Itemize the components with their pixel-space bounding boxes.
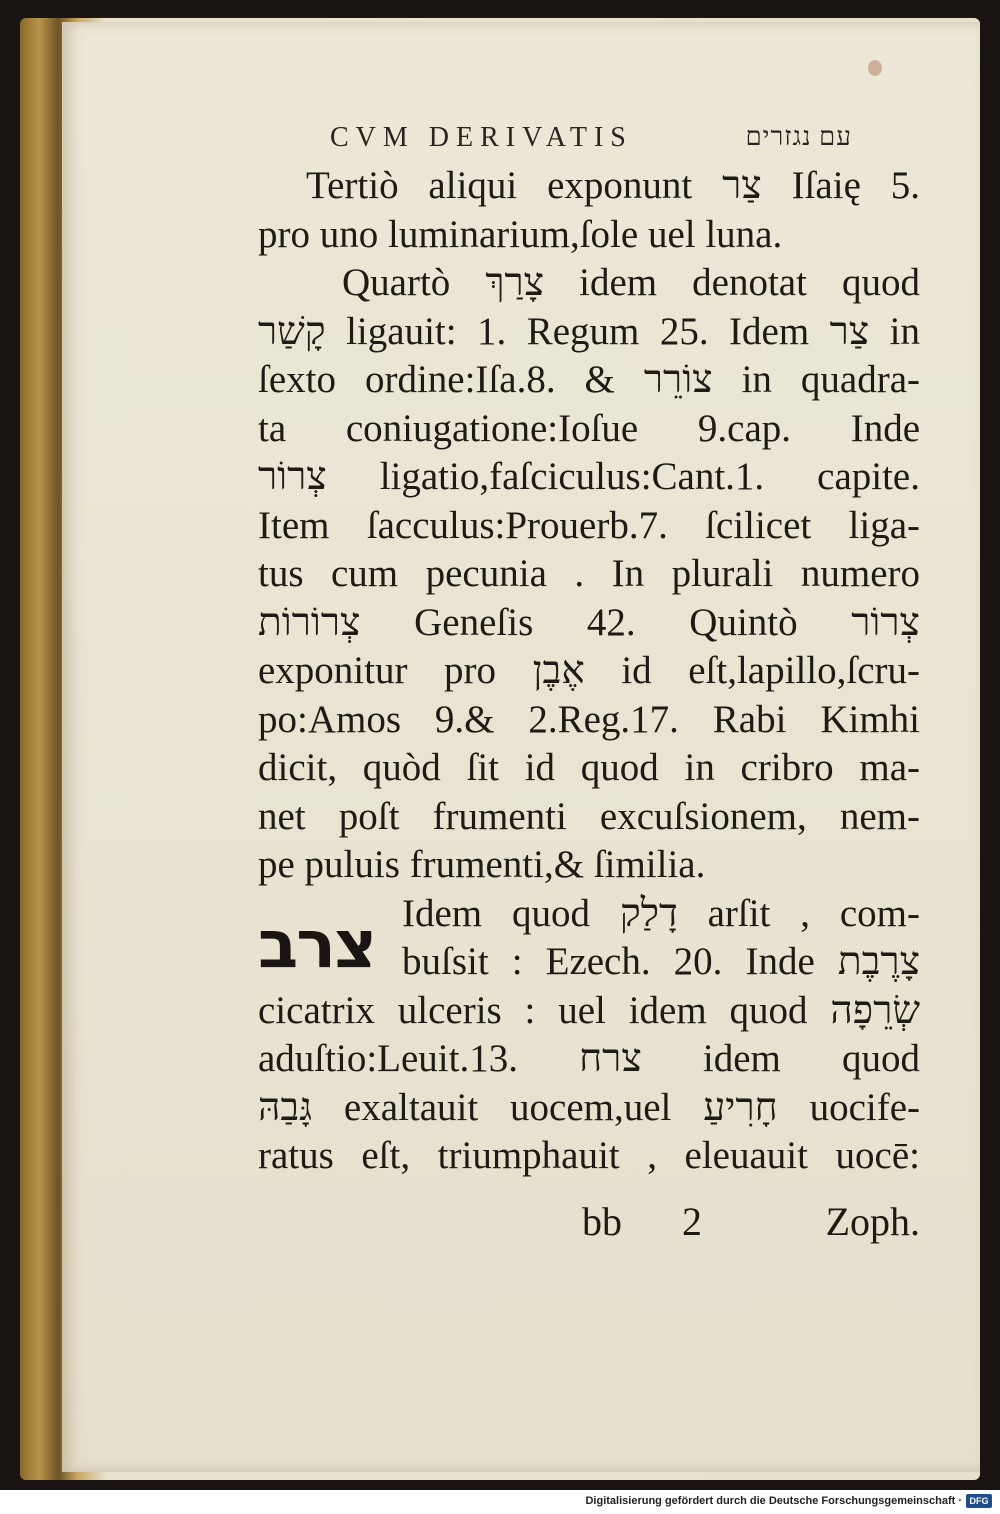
text-line: cicatrix ulceris : uel idem quod שְׂרֵפָה bbox=[258, 988, 920, 1032]
text-line: Tertiò aliqui exponunt צַר Iſaię 5. bbox=[306, 164, 920, 207]
text-line: צְרוֹרוֹת Geneſis 42. Quintò צְרוֹר bbox=[258, 600, 920, 644]
signature-mark: bb bbox=[582, 1199, 622, 1244]
text-line: dicit, quòd ſit id quod in cribro ma- bbox=[258, 746, 920, 789]
text-line: exponitur pro אֶבֶן id eſt,lapillo,ſcru- bbox=[258, 649, 920, 692]
text-line: buſsit : Ezech. 20. Inde צָרֶבֶת bbox=[402, 940, 920, 983]
foxing-spot bbox=[868, 60, 882, 76]
text-line: pe puluis frumenti,& ſimilia. bbox=[258, 843, 706, 886]
text-line: Item ſacculus:Prouerb.7. ſcilicet liga- bbox=[258, 503, 920, 547]
text-line: net poſt frumenti excuſsionem, nem- bbox=[258, 794, 920, 838]
dropcap-hebrew-entry: צרב bbox=[258, 906, 376, 983]
text-line: Quartò צָרַךְ idem denotat quod bbox=[342, 261, 920, 304]
signature-line bbox=[582, 1198, 920, 1248]
running-head-latin: CVM DERIVATIS bbox=[330, 122, 633, 153]
footer-credit: Digitalisierung gefördert durch die Deutsche Forschungsgemeinschaft · bbox=[585, 1495, 962, 1507]
text-line: גָּבַהּ exaltauit uocem,uel חָרִיעַ uocife- bbox=[258, 1085, 920, 1129]
catchword: Zoph. bbox=[825, 1199, 920, 1244]
text-line: קָשַׁר ligauit: 1. Regum 25. Idem צַר in bbox=[258, 309, 920, 353]
text-line: Idem quod דָלַק arſit , com- bbox=[402, 891, 920, 935]
text-line: צְרוֹר ligatio,faſciculus:Cant.1. capite. bbox=[258, 455, 920, 498]
body-text bbox=[258, 162, 920, 1181]
footer-bar bbox=[0, 1490, 1000, 1514]
text-line: ſexto ordine:Iſa.8. & צוֹרֵר in quadra- bbox=[258, 358, 920, 401]
signature-number: 2 bbox=[682, 1199, 702, 1244]
text-line: ratus eſt, triumphauit , eleuauit uocē: bbox=[258, 1134, 920, 1177]
text-line: pro uno luminarium,ſole uel luna. bbox=[258, 212, 783, 256]
text-line: tus cum pecunia . In plurali numero bbox=[258, 552, 920, 595]
text-line: aduſtio:Leuit.13. צרח idem quod bbox=[258, 1037, 920, 1080]
running-head-hebrew: עם נגזרים bbox=[745, 122, 852, 151]
running-head bbox=[330, 118, 890, 158]
dfg-logo-icon: DFG bbox=[966, 1494, 992, 1508]
text-line: ta coniugatione:Ioſue 9.cap. Inde bbox=[258, 406, 920, 450]
text-line: po:Amos 9.& 2.Reg.17. Rabi Kimhi bbox=[258, 697, 920, 741]
